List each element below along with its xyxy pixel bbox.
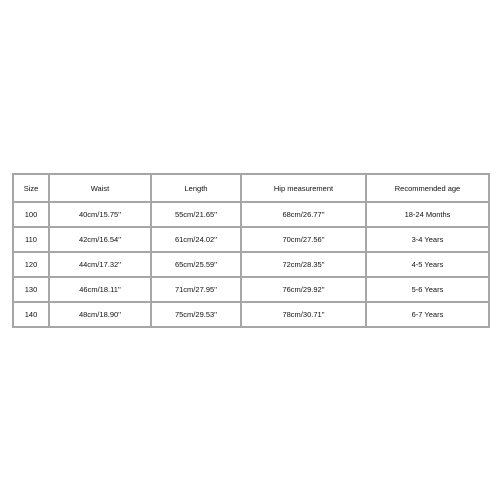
header-hip-measurement: Hip measurement (242, 175, 367, 203)
cell-length: 75cm/29.53'' (152, 303, 242, 328)
cell-size: 100 (14, 203, 50, 228)
cell-size: 140 (14, 303, 50, 328)
cell-age: 18-24 Months (367, 203, 490, 228)
table-row (14, 203, 490, 228)
cell-age: 3-4 Years (367, 228, 490, 253)
cell-hip: 68cm/26.77'' (242, 203, 367, 228)
header-recommended-age: Recommended age (367, 175, 490, 203)
header-waist: Waist (50, 175, 152, 203)
cell-age: 4-5 Years (367, 253, 490, 278)
cell-waist: 48cm/18.90'' (50, 303, 152, 328)
header-size: Size (14, 175, 50, 203)
cell-waist: 40cm/15.75'' (50, 203, 152, 228)
cell-waist: 46cm/18.11'' (50, 278, 152, 303)
size-chart-table (12, 173, 490, 328)
cell-size: 110 (14, 228, 50, 253)
header-row (14, 175, 490, 203)
cell-age: 6-7 Years (367, 303, 490, 328)
cell-age: 5-6 Years (367, 278, 490, 303)
cell-hip: 72cm/28.35'' (242, 253, 367, 278)
cell-length: 71cm/27.95'' (152, 278, 242, 303)
cell-hip: 78cm/30.71'' (242, 303, 367, 328)
table-row (14, 228, 490, 253)
cell-size: 120 (14, 253, 50, 278)
cell-hip: 70cm/27.56'' (242, 228, 367, 253)
cell-size: 130 (14, 278, 50, 303)
cell-length: 65cm/25.59'' (152, 253, 242, 278)
header-length: Length (152, 175, 242, 203)
cell-length: 55cm/21.65'' (152, 203, 242, 228)
cell-waist: 44cm/17.32'' (50, 253, 152, 278)
table-row (14, 253, 490, 278)
cell-length: 61cm/24.02'' (152, 228, 242, 253)
table-row (14, 303, 490, 328)
cell-hip: 76cm/29.92'' (242, 278, 367, 303)
cell-waist: 42cm/16.54'' (50, 228, 152, 253)
table-row (14, 278, 490, 303)
